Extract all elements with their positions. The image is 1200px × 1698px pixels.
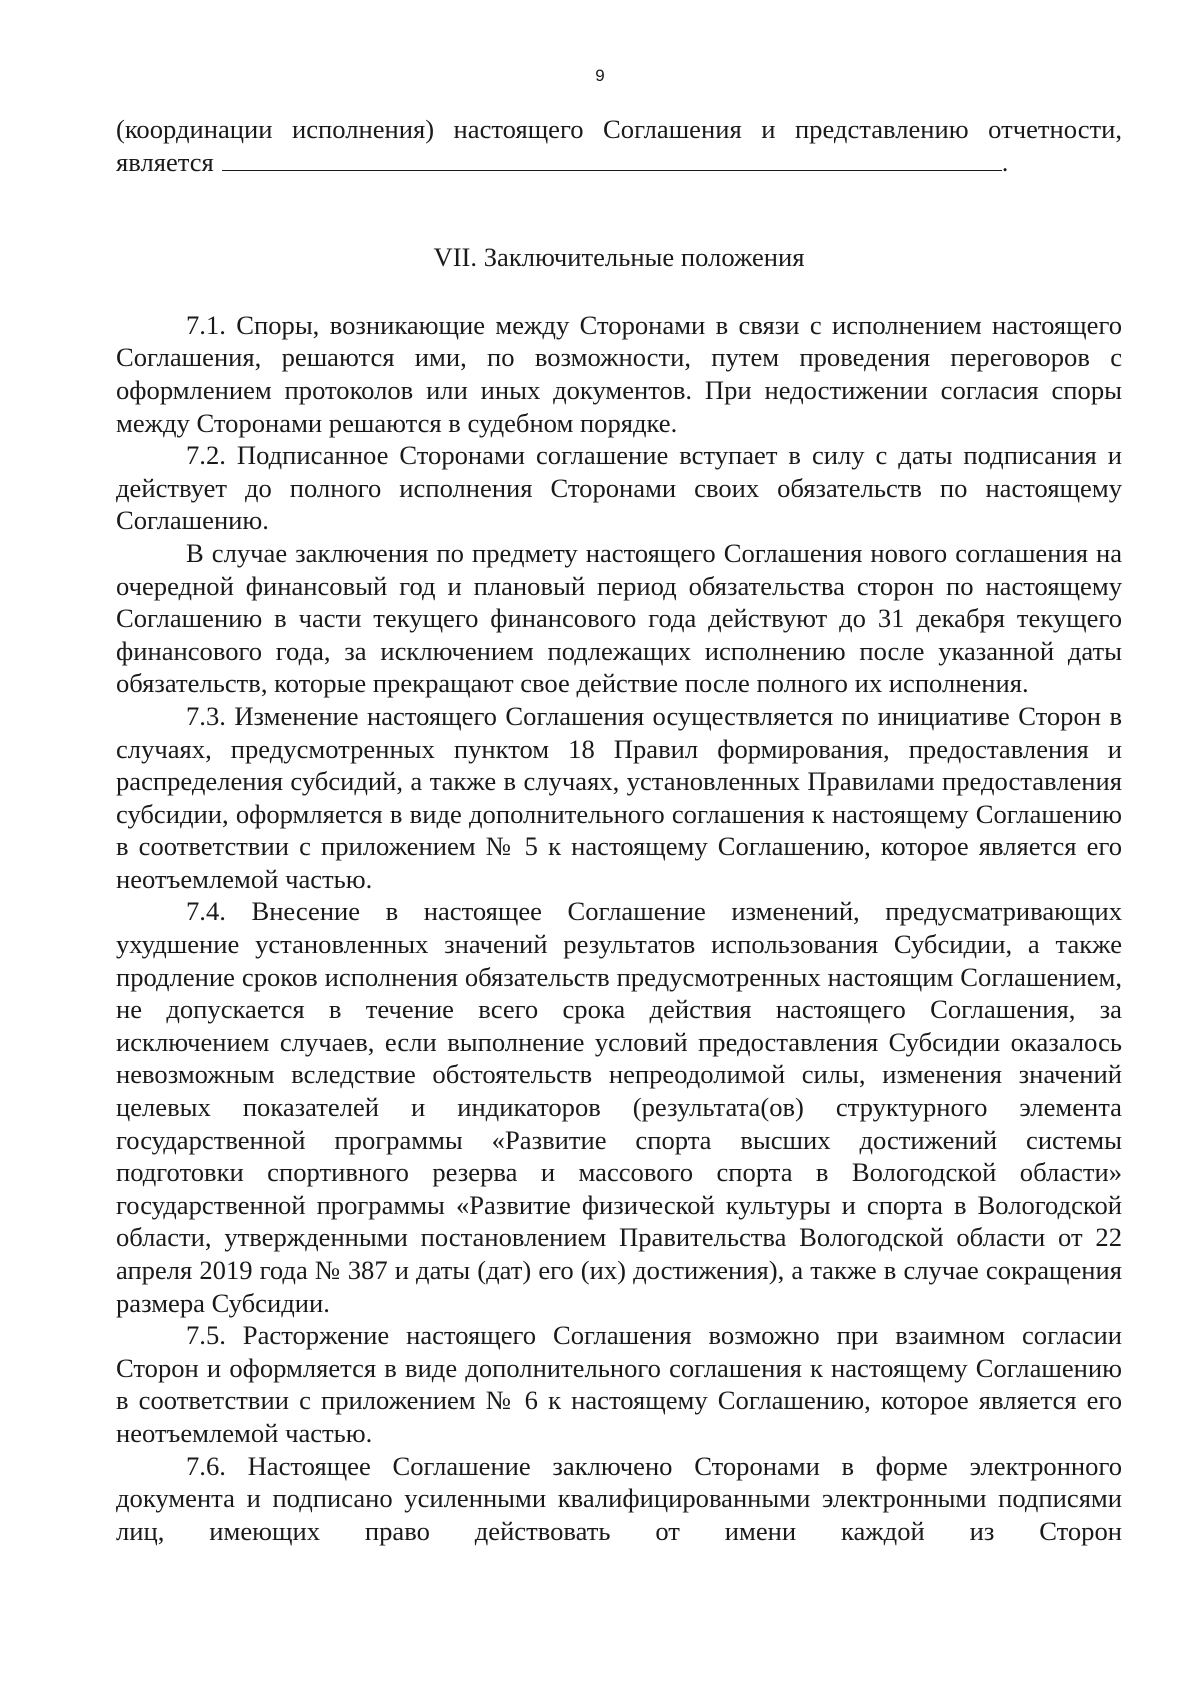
paragraph-7-1: 7.1. Споры, возникающие между Сторонами в связи с исполнением настоящего Соглашения, решаются ими, по возможности, путем проведения переговоров с оформлением протоколов или иных документов. При недостижении согласия споры между Сторонами решаются в судебном порядке. [116, 309, 1122, 438]
intro-line-1: (координации исполнения) настоящего Соглашения и представлению отчетности, [116, 114, 1122, 144]
page-number: 9 [595, 66, 605, 85]
paragraph-7-4: 7.4. Внесение в настоящее Соглашение изменений, предусматривающих ухудшение установленных значений результатов использования Субсидии, а также продление сроков исполнения обязательств предусмотренных настоящим Соглашением, не допускается в течение всего срока действия настоящего Соглашения, за исключением случаев, если выполнение условий предоставления Субсидии оказалось невозможным вследствие обстоятельств непреодолимой силы, изменения значений целевых показателей и индикаторов (результата(ов) структурного элемента государственной программы «Развитие спорта высших достижений системы подготовки спортивного резерва и массового спорта в Вологодской области» государственной программы «Развитие физической культуры и спорта в Вологодской области, утвержденными постановлением Правительства Вологодской области от 22 апреля 2019 года № 387 и даты (дат) его (их) достижения), а также в случае сокращения размера Субсидии. [116, 896, 1122, 1318]
intro-line-2-suffix: . [1001, 146, 1009, 177]
paragraph-7-3: 7.3. Изменение настоящего Соглашения осуществляется по инициативе Сторон в случаях, предусмотренных пунктом 18 Правил формирования, предоставления и распределения субсидий, а также в случаях, установленных Правилами предоставления субсидии, оформляется в виде дополнительного соглашения к настоящему Соглашению в соответствии с приложением № 5 к настоящему Соглашению, которое является его неотъемлемой частью. [116, 700, 1122, 894]
intro-line-2-prefix: является [116, 146, 214, 177]
section-heading: VII. Заключительные положения [433, 242, 805, 273]
document-body [116, 113, 1122, 1547]
paragraph-7-2: 7.2. Подписанное Сторонами соглашение вступает в силу с даты подписания и действует до полного исполнения Сторонами своих обязательств по настоящему Соглашению. [116, 440, 1122, 536]
intro-line-2 [116, 146, 1122, 179]
fill-in-blank-line [222, 146, 1002, 171]
paragraph-7-2-continued: В случае заключения по предмету настоящего Соглашения нового соглашения на очередной финансовый год и плановый период обязательства сторон по настоящему Соглашению в части текущего финансового года действуют до 31 декабря текущего финансового года, за исключением подлежащих исполнению после указанной даты обязательств, которые прекращают свое действие после полного их исполнения. [116, 537, 1122, 699]
paragraph-7-6: 7.6. Настоящее Соглашение заключено Сторонами в форме электронного документа и подписано усиленными квалифицированными электронными подписями лиц, имеющих право действовать от имени каждой из Сторон [116, 1450, 1122, 1546]
paragraph-7-5: 7.5. Расторжение настоящего Соглашения возможно при взаимном согласии Сторон и оформляется в виде дополнительного соглашения к настоящему Соглашению в соответствии с приложением № 6 к настоящему Соглашению, которое является его неотъемлемой частью. [116, 1320, 1122, 1448]
